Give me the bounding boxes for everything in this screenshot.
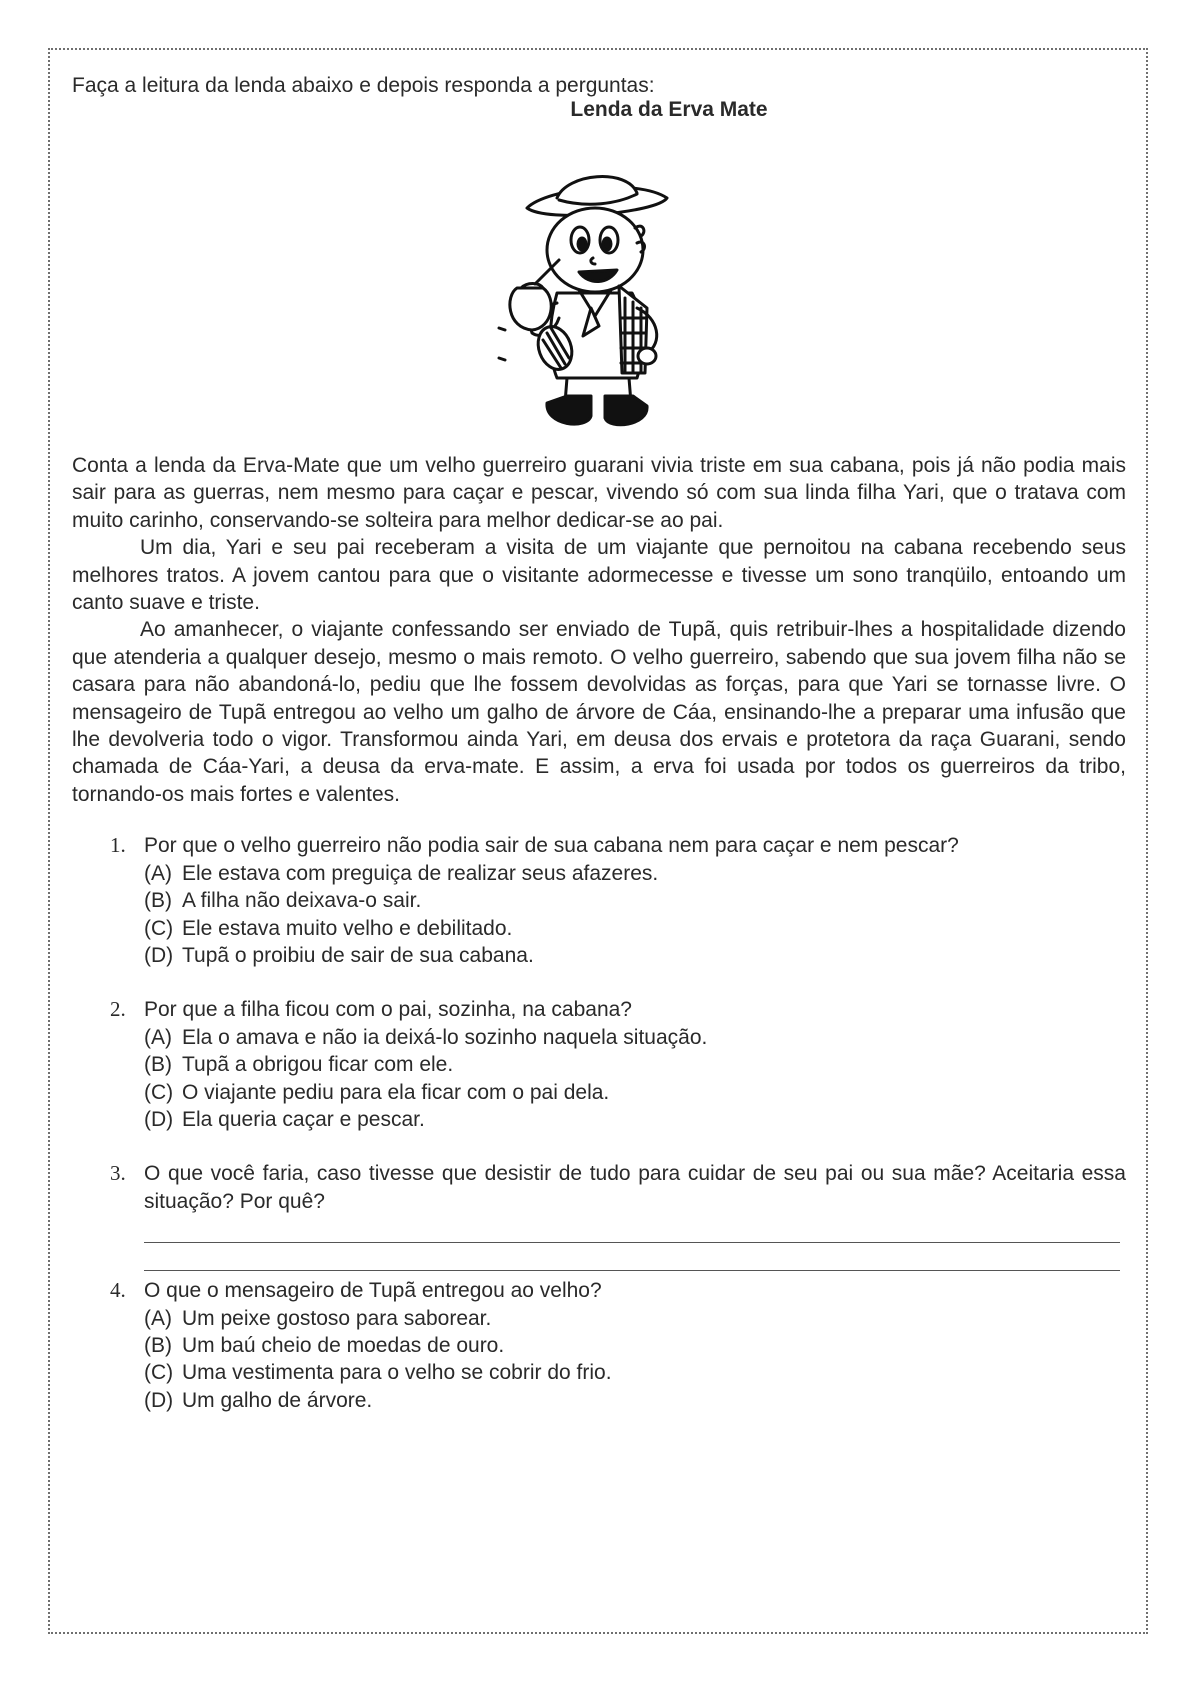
worksheet xyxy=(72,74,1126,1441)
option-a[interactable] xyxy=(144,1305,1126,1332)
answer-line[interactable] xyxy=(144,1215,1120,1243)
options-list xyxy=(144,860,1126,970)
question-number: 3. xyxy=(110,1161,126,1186)
question-text: Por que a filha ficou com o pai, sozinha, na cabana? xyxy=(144,998,632,1022)
question-text: O que o mensageiro de Tupã entregou ao velho? xyxy=(144,1279,602,1303)
option-text: O viajante pediu para ela ficar com o pai dela. xyxy=(182,1080,610,1104)
option-text: A filha não deixava-o sair. xyxy=(182,889,422,913)
option-text: Um galho de árvore. xyxy=(182,1388,373,1412)
option-text: Um baú cheio de moedas de ouro. xyxy=(182,1333,505,1357)
option-text: Ele estava muito velho e debilitado. xyxy=(182,916,513,940)
option-letter: (C) xyxy=(144,1361,174,1385)
legend-title: Lenda da Erva Mate xyxy=(570,98,768,121)
option-letter: (C) xyxy=(144,916,174,940)
option-text: Ele estava com preguiça de realizar seus afazeres. xyxy=(182,861,659,885)
questions-list xyxy=(72,832,1126,1414)
option-text: Tupã o proibiu de sair de sua cabana. xyxy=(182,943,534,967)
option-b[interactable] xyxy=(144,887,1126,914)
option-c[interactable] xyxy=(144,915,1126,942)
option-a[interactable] xyxy=(144,860,1126,887)
option-letter: (D) xyxy=(144,943,174,967)
option-b[interactable] xyxy=(144,1051,1126,1078)
option-text: Tupã a obrigou ficar com ele. xyxy=(182,1053,454,1077)
question-number: 2. xyxy=(110,997,126,1022)
question-number: 4. xyxy=(110,1278,126,1303)
option-text: Uma vestimenta para o velho se cobrir do frio. xyxy=(182,1361,612,1385)
question-2 xyxy=(72,996,1126,1133)
option-d[interactable] xyxy=(144,942,1126,969)
option-c[interactable] xyxy=(144,1359,1126,1386)
option-letter: (B) xyxy=(144,1053,172,1077)
option-letter: (A) xyxy=(144,1025,172,1049)
option-b[interactable] xyxy=(144,1332,1126,1359)
story-paragraph: Um dia, Yari e seu pai receberam a visita de um viajante que pernoitou na cabana recebendo seus melhores tratos. A jovem cantou para que o visitante adormecesse e tivesse um sono tranqüilo, entoando um canto suave e triste. xyxy=(72,536,1126,615)
legend-story xyxy=(72,452,1126,808)
option-d[interactable] xyxy=(144,1106,1126,1133)
option-letter: (A) xyxy=(144,861,172,885)
question-number: 1. xyxy=(110,833,126,858)
story-paragraph: Ao amanhecer, o viajante confessando ser enviado de Tupã, quis retribuir-lhes a hospitalidade dizendo que atenderia a qualquer desejo, mesmo o mais remoto. O velho guerreiro, sabendo que sua jovem filha não se casara para não abandoná-lo, pediu que lhe fossem devolvidas as forças, para que Yari se tornasse livre. O mensageiro de Tupã entregou ao velho um galho de árvore de Cáa, ensinando-lhe a preparar uma infusão que lhe devolveria todo o vigor. Transformou ainda Yari, em deusa dos ervais e protetora da raça Guarani, sendo chamada de Cáa-Yari, a deusa da erva-mate. E assim, a erva foi usada por todos os guerreiros da tribo, tornando-os mais fortes e valentes. xyxy=(72,618,1126,806)
question-text: O que você faria, caso tivesse que desistir de tudo para cuidar de seu pai ou sua mãe? Aceitaria essa situação? Por quê? xyxy=(144,1162,1126,1213)
question-1 xyxy=(72,832,1126,969)
answer-line[interactable] xyxy=(144,1243,1120,1271)
options-list xyxy=(144,1024,1126,1134)
option-letter: (C) xyxy=(144,1080,174,1104)
option-text: Ela o amava e não ia deixá-lo sozinho naquela situação. xyxy=(182,1025,708,1049)
option-letter: (D) xyxy=(144,1388,174,1412)
cartoon-gaucho-with-chimarrao-icon xyxy=(487,168,697,438)
option-text: Ela queria caçar e pescar. xyxy=(182,1107,425,1131)
option-d[interactable] xyxy=(144,1387,1126,1414)
option-letter: (B) xyxy=(144,889,172,913)
option-letter: (A) xyxy=(144,1306,172,1330)
option-letter: (B) xyxy=(144,1333,172,1357)
question-text: Por que o velho guerreiro não podia sair de sua cabana nem para caçar e nem pescar? xyxy=(144,834,959,858)
option-text: Um peixe gostoso para saborear. xyxy=(182,1306,492,1330)
instruction-text: Faça a leitura da lenda abaixo e depois responda a perguntas: xyxy=(72,74,655,97)
option-a[interactable] xyxy=(144,1024,1126,1051)
options-list xyxy=(144,1305,1126,1415)
story-paragraph: Conta a lenda da Erva-Mate que um velho guerreiro guarani vivia triste em sua cabana, pois já não podia mais sair para as guerras, nem mesmo para caçar e pescar, vivendo só com sua linda filha Yari, que o tratava com muito carinho, conservando-se solteira para melhor dedicar-se ao pai. xyxy=(72,454,1126,532)
question-3 xyxy=(72,1160,1126,1271)
option-c[interactable] xyxy=(144,1079,1126,1106)
question-4 xyxy=(72,1277,1126,1414)
option-letter: (D) xyxy=(144,1107,174,1131)
